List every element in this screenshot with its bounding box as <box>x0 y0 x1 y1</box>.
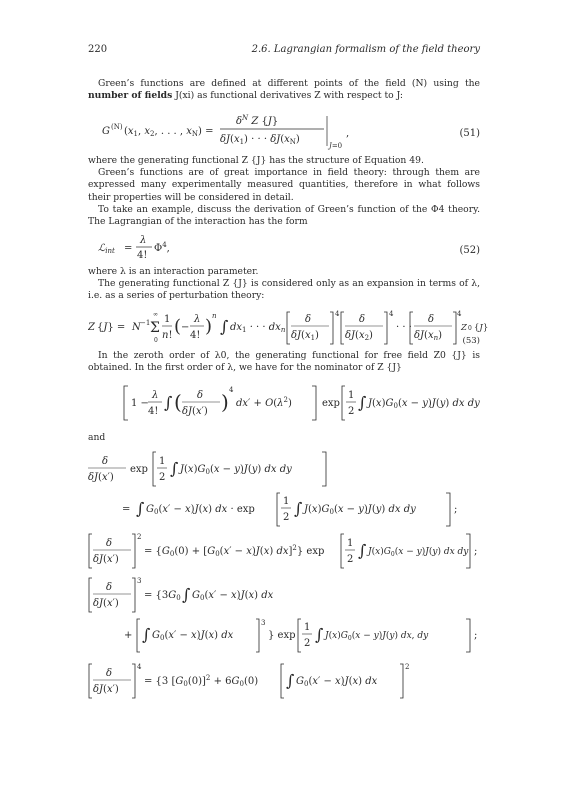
eq53-brace-and-number: {J} <box>474 323 489 333</box>
svg-text:(: ( <box>174 390 182 414</box>
svg-text:G0(x′ − x)J(x) dx: $G_0(x' - x)J(x)$ dx <box>296 676 378 688</box>
svg-text:0: 0 <box>154 337 158 344</box>
svg-text:∫: ∫ <box>182 585 191 604</box>
svg-text:∫: ∫ <box>358 393 367 412</box>
svg-text:= {3G0: = {$3G_0$ <box>144 590 181 602</box>
equation-derivative-3-cont <box>88 616 480 656</box>
equation-derivative-1-result <box>88 490 480 530</box>
svg-text:exp: exp <box>322 398 340 409</box>
svg-text:δJ(x2): $\delta J(x_2)$ <box>345 330 373 342</box>
svg-text:4: 4 <box>457 310 462 318</box>
svg-text:4: 4 <box>335 310 340 318</box>
svg-text:dx′ + O(λ2): $dx' + O(\lambda^2)$ <box>236 396 292 409</box>
bold-term: number of fields <box>88 90 173 102</box>
svg-text:δJ(x′): δJ(x′) <box>93 684 119 695</box>
svg-text:2: 2 <box>405 663 410 671</box>
svg-text:3: 3 <box>261 619 266 627</box>
svg-text:1: 1 <box>159 456 166 467</box>
svg-text:Φ4,: $\Phi^4$, <box>154 241 170 254</box>
svg-text:G: G <box>102 126 110 137</box>
svg-text:λ: λ <box>140 235 147 246</box>
equation-number: (52) <box>459 245 480 256</box>
svg-text:4!: 4! <box>190 330 201 341</box>
svg-text:=: = <box>124 243 133 254</box>
svg-text:exp: exp <box>130 464 148 475</box>
svg-text:1: 1 <box>348 390 355 401</box>
svg-text:;: ; <box>474 546 478 557</box>
paragraph-zeroth-order: In the zeroth order of λ0, the generating functional for free field Z0 {J} is obtained. In the first order of λ, we have for the nominator of Z {J} <box>88 350 480 374</box>
svg-text:1: 1 <box>347 538 354 549</box>
svg-text:=: = <box>122 504 131 515</box>
word-and: and <box>88 432 106 443</box>
svg-text:∫: ∫ <box>164 393 173 412</box>
equation-derivative-1 <box>88 448 480 490</box>
svg-text:(x1, x2, . . . , xN) =: ($x_1$, $x_2$, . . . , $x_N$) = <box>124 126 214 138</box>
svg-text:;: ; <box>454 504 458 515</box>
svg-text:2: 2 <box>159 472 166 483</box>
svg-text:4: 4 <box>389 310 394 318</box>
svg-text:2: 2 <box>283 512 290 523</box>
svg-text:2: 2 <box>347 554 354 565</box>
svg-text:∫: ∫ <box>220 317 229 336</box>
svg-text:1: 1 <box>304 622 311 633</box>
svg-text:dx1 · · · dxn: $dx_1$ · · · $dx_n$ <box>230 322 286 334</box>
equation-52 <box>88 228 480 264</box>
svg-text:δ: δ <box>106 582 113 593</box>
svg-text:2: 2 <box>137 533 142 541</box>
paragraph-text: Green’s functions are defined at different points of the field (N) using the <box>98 78 480 89</box>
svg-text:J=0: J=0 <box>329 142 343 150</box>
svg-text:): ) <box>221 390 229 414</box>
svg-text:n: n <box>212 312 217 320</box>
svg-text:λ: λ <box>194 314 201 325</box>
svg-text:(N): (N) <box>111 123 123 131</box>
svg-text:(: ( <box>174 316 182 337</box>
paragraph-lambda: where λ is an interaction parameter. <box>88 266 259 277</box>
paragraph-greens-definition <box>88 78 480 103</box>
equation-derivative-3 <box>88 574 480 616</box>
paragraph-perturbation: The generating functional Z {J} is considered only as an expansion in terms of λ, i.e. as a series of perturbation theory: <box>88 278 480 302</box>
svg-text:∫: ∫ <box>286 671 295 690</box>
svg-text:J(x)G0(x − y)J(y) dx dy: $J(x)G_0(x - y)J(y)$ dx dy <box>368 398 480 410</box>
svg-text:1 −: 1 − <box>131 398 149 409</box>
svg-text:δ: δ <box>106 668 113 679</box>
equation-number: (51) <box>459 128 480 139</box>
svg-text:0: 0 <box>468 325 472 332</box>
svg-text:n!: n! <box>162 330 173 341</box>
svg-text:∫: ∫ <box>294 499 303 518</box>
svg-text:+: + <box>124 630 133 641</box>
svg-text:δJ(x′): δJ(x′) <box>182 406 208 417</box>
page-number: 220 <box>88 44 108 55</box>
svg-text:2: 2 <box>348 406 355 417</box>
svg-text:∫: ∫ <box>136 499 145 518</box>
svg-text:δ: δ <box>106 538 113 549</box>
svg-text:δJ(xn): $\delta J(x_n)$ <box>414 330 442 342</box>
svg-text:J(x)G0(x − y)J(y) dx dy: $J(x)G_0(x - y)J(y)$ dx dy <box>180 464 292 476</box>
svg-text:J(x)G0(x − y)J(y) dx dy: $J(x)G_0(x - y)J(y)$ dx dy <box>304 504 416 516</box>
svg-text:δJ(x′): δJ(x′) <box>93 598 119 609</box>
svg-text:4!: 4! <box>148 406 159 417</box>
svg-text:δ: δ <box>102 456 109 467</box>
svg-text:): ) <box>205 316 213 337</box>
svg-text:{J} =: {J} = <box>97 322 126 333</box>
svg-text:δJ(x′): δJ(x′) <box>93 554 119 565</box>
svg-text:δ: δ <box>197 390 204 401</box>
svg-text:δJ(x1): $\delta J(x_1)$ <box>291 330 319 342</box>
svg-text:ℒint: ℒ$_{int}$ <box>98 243 115 255</box>
svg-text:Z: Z <box>461 323 467 333</box>
svg-text:4: 4 <box>229 386 234 394</box>
svg-text:4: 4 <box>137 663 142 671</box>
svg-text:1: 1 <box>283 496 290 507</box>
equation-53 <box>88 304 480 350</box>
paragraph-example: To take an example, discuss the derivation of Green’s function of the Φ4 theory. The Lagrangian of the interaction has the form <box>88 204 480 228</box>
svg-text:δJ(x1) · · · δJ(xN): $\delta J(x_1)$ · · · $\delta J(x_N)$ <box>220 134 300 146</box>
equation-first-order <box>88 380 480 426</box>
equation-derivative-4 <box>88 660 480 702</box>
equation-derivative-2 <box>88 530 480 572</box>
paragraph-generating-functional: where the generating functional Z {J} has the structure of Equation 49. <box>88 155 424 166</box>
equation-number: (53) <box>462 336 480 346</box>
svg-text:4!: 4! <box>137 250 148 261</box>
svg-text:λ: λ <box>152 390 159 401</box>
svg-text:2: 2 <box>304 638 311 649</box>
svg-text:,: , <box>346 128 350 139</box>
svg-text:G0(x′ − x)J(x) dx: $G_0(x' - x)J(x)$ dx <box>192 590 274 602</box>
svg-text:δ: δ <box>305 314 312 325</box>
svg-text:= {G0(0) + [G0(x′ − x)J(x) dx]: = {$G_0(0) + [G_0(x' - x)J(x)$ dx]$^2$} exp <box>144 544 325 558</box>
svg-text:∫: ∫ <box>142 625 151 644</box>
svg-text:J(x)G0(x − y)J(y) dx, dy: $J(x)G_0(x - y)J(y)$ dx, dy <box>325 631 429 642</box>
svg-text:−1: −1 <box>140 319 151 327</box>
svg-text:;: ; <box>474 630 478 641</box>
svg-text:N: N <box>132 322 141 333</box>
svg-text:1: 1 <box>164 314 171 325</box>
page-header <box>88 44 480 58</box>
running-title: 2.6. Lagrangian formalism of the field theory <box>251 44 480 55</box>
svg-text:· · ·: · · · <box>396 322 412 333</box>
svg-text:G0(x′ − x)J(x) dx: $G_0(x' - x)J(x)$ dx <box>152 630 234 642</box>
equation-51 <box>88 108 480 152</box>
svg-text:= {3 [G0(0)]2 + 6G0(0): = {3 $[G_0(0)]^2 + 6G_0(0)$ <box>144 674 259 688</box>
svg-text:∫: ∫ <box>170 459 179 478</box>
svg-text:−: − <box>181 322 190 333</box>
paragraph-importance: Green’s functions are of great importance in field theory: through them are expressed many experimentally measured quantities, therefore in what follows their properties will be considered in detail. <box>88 167 480 203</box>
svg-text:δ: δ <box>359 314 366 325</box>
svg-text:Z: Z <box>88 322 95 333</box>
svg-text:∞: ∞ <box>153 311 158 318</box>
svg-text:δ: δ <box>428 314 435 325</box>
svg-text:δN Z {J}: $\delta^N$ Z {J} <box>236 114 279 127</box>
svg-text:3: 3 <box>137 577 142 585</box>
svg-text:J(x)G0(x − y)J(y) dx dy: $J(x)G_0(x - y)J(y)$ dx dy <box>368 547 469 558</box>
svg-text:∫: ∫ <box>358 541 367 560</box>
svg-text:∫: ∫ <box>315 625 324 644</box>
svg-text:Σ: Σ <box>150 320 160 336</box>
svg-text:} exp: } exp <box>268 630 296 641</box>
paragraph-text: J(xi) as functional derivatives Z with respect to J: <box>172 90 404 102</box>
svg-text:G0(x′ − x)J(x) dx · exp: $G_0(x' - x)J(x)$ dx · exp <box>146 504 255 516</box>
svg-text:δJ(x′): δJ(x′) <box>88 472 114 483</box>
